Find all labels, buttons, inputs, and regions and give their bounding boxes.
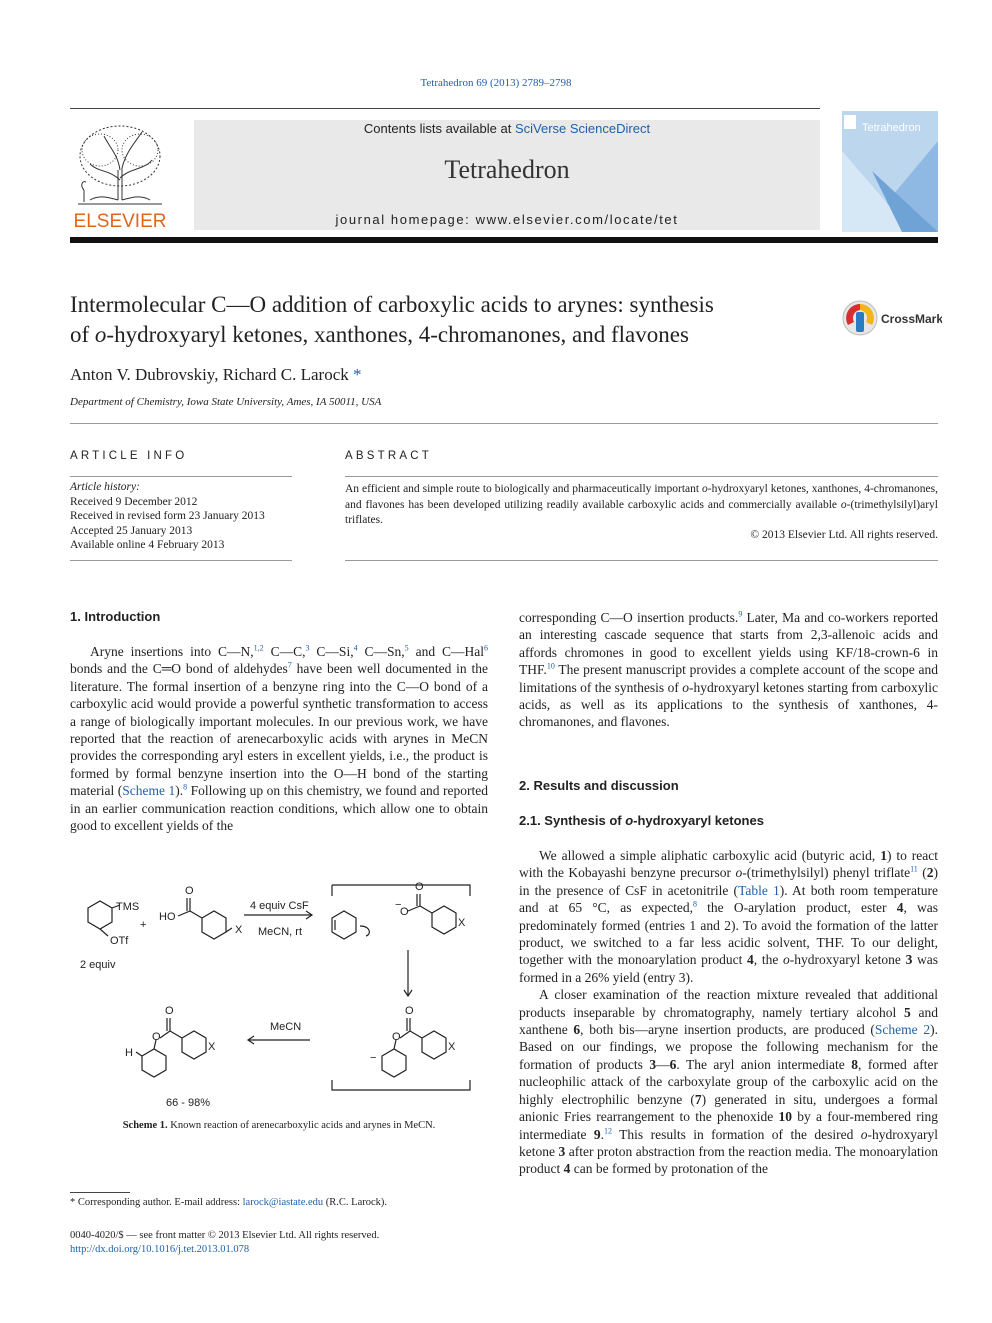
info-rule-bottom xyxy=(70,560,292,561)
journal-citation[interactable] xyxy=(0,77,992,89)
header-thick-rule xyxy=(70,237,938,243)
email-link[interactable]: larock@iastate.edu xyxy=(242,1197,324,1208)
carbonyl-o-label: O xyxy=(185,885,194,897)
intro-heading: 1. Introduction xyxy=(70,609,161,624)
journal-cover xyxy=(842,111,938,232)
x-label-3: X xyxy=(448,1041,456,1053)
intro-continued: corresponding C—O insertion products.$^9$ Later, Ma and co-workers reported an interesting cascade sequence that starts from 2,3-allenoic acids and affords chromones in good to excellent yields using KF/18-crown-6 in THF.$^{10}$ The present manuscript provides a complete account of the scope and limitations of the synthesis of o-hydroxyaryl ketones starting from carboxylic acids, as well as its applications to the synthesis of xanthones, 4-chromanones, and flavones. xyxy=(519,609,939,730)
contents-line: Contents lists available at SciVerse ScienceDirect xyxy=(363,121,651,136)
crossmark-badge[interactable] xyxy=(842,300,942,336)
carboxylate-o2-label: O xyxy=(400,906,409,918)
journal-homepage[interactable]: journal homepage: www.elsevier.com/locate/tet xyxy=(335,212,679,227)
intro-paragraph: Aryne insertions into C—N,$^{1,2}$ C—C,$^3$ C—Si,$^4$ C—Sn,$^5$ and C—Hal$^6$ bonds and the C═O bond of aldehydes$^7$ have been well documented in the literature. The formal insertion of a benzyne ring into the C—O bond of a carboxylic acid would provide a powerful synthetic transformation to access a range of biologically important molecules. In our previous work, we have reported that the reaction of arenecarboxylic acids with arynes in MeCN provides the corresponding aryl esters in excellent yields, i.e., the product is formed by formal benzyne insertion into the O—H bond of the starting material (Scheme 1).$^8$ Following up on this chemistry, we found and reported in an earlier communication reaction conditions, which allow one to obtain good to excellent yields of the xyxy=(70,643,489,834)
author-list: Anton V. Dubrovskiy, Richard C. Larock * xyxy=(70,365,362,384)
crossmark-label: CrossMark xyxy=(881,312,942,326)
equiv-label: 2 equiv xyxy=(80,959,116,971)
journal-name: Tetrahedron xyxy=(444,155,570,184)
issn-block xyxy=(70,1229,379,1257)
corresponding-mark[interactable]: * xyxy=(353,365,362,384)
history-received: Received 9 December 2012 xyxy=(70,495,198,508)
subsection-heading: 2.1. Synthesis of o-hydroxyaryl ketones xyxy=(519,813,764,828)
header-rule xyxy=(70,108,820,109)
h-label: H xyxy=(125,1047,133,1059)
tms-label: TMS xyxy=(116,901,140,913)
carboxylate-minus: − xyxy=(395,899,402,911)
article-info-heading: ARTICLE INFO xyxy=(70,450,188,462)
anion-minus: − xyxy=(370,1052,377,1064)
corresponding-footnote: * Corresponding author. E-mail address: larock@iastate.edu (R.C. Larock). xyxy=(70,1197,388,1208)
history-online: Available online 4 February 2013 xyxy=(70,539,225,551)
article-title: Intermolecular C—O addition of carboxylic acids to arynes: synthesis of o-hydroxyaryl ketones, xanthones, 4-chromanones, and flavones xyxy=(70,292,714,347)
intermediate-o-label: O xyxy=(405,1005,414,1017)
history-revised: Received in revised form 23 January 2013 xyxy=(70,510,265,522)
info-rule xyxy=(70,476,292,477)
table1-link[interactable]: Table 1 xyxy=(738,882,780,898)
results-heading: 2. Results and discussion xyxy=(519,778,679,793)
carboxylate-o-label: O xyxy=(415,881,424,893)
section-rule xyxy=(70,423,938,424)
ho-label: HO xyxy=(159,911,176,923)
history-accepted: Accepted 25 January 2013 xyxy=(70,524,193,537)
abstract-rule xyxy=(345,476,938,477)
scheme-caption: Scheme 1. Known reaction of arenecarboxylic acids and arynes in MeCN. xyxy=(122,1120,436,1131)
abstract-heading: ABSTRACT xyxy=(345,450,432,462)
citation-link[interactable]: Tetrahedron 69 (2013) 2789–2798 xyxy=(420,77,572,89)
intermediate-o2-label: O xyxy=(392,1031,401,1043)
yield-label: 66 - 98% xyxy=(166,1097,211,1109)
publisher-wordmark: ELSEVIER xyxy=(73,211,167,232)
abstract-text: An efficient and simple route to biologically and pharmaceutically important o-hydroxyaryl ketones, xanthones, 4-chromanones, and flavones has been developed utilizing readily available carboxylic acids and commercially available o-(trimethylsilyl)aryl triflates. xyxy=(345,483,938,526)
doi-link[interactable]: http://dx.doi.org/10.1016/j.tet.2013.01.078 xyxy=(70,1244,250,1255)
scheme1-link[interactable]: Scheme 1 xyxy=(122,783,176,799)
affiliation: Department of Chemistry, Iowa State University, Ames, IA 50011, USA xyxy=(70,396,382,408)
history-label: Article history: xyxy=(70,481,140,493)
abstract-rule-bottom xyxy=(345,560,938,561)
x-label-2: X xyxy=(458,917,466,929)
otf-label: OTf xyxy=(110,935,129,947)
reagent-label: 4 equiv CsF xyxy=(250,900,309,912)
scheme-1 xyxy=(70,878,488,1113)
article-history xyxy=(70,480,265,553)
results-paragraph-1: We allowed a simple aliphatic carboxylic acid (butyric acid, 1) to react with the Kobayashi benzyne precursor o-(trimethylsilyl) phenyl triflate$^{11}$ (2) in the presence of CsF in acetonitrile (Table 1). At both room temperature and at 65 °C, as expected,$^8$ the O-arylation product, ester 4, was predominately formed (entries 1 and 2). To avoid the formation of the latter product, we switched to a far less acidic solvent, THF. To our delight, together with the monoarylation product 4, the o-hydroxyaryl ketone 3 was formed in a 26% yield (entry 3). xyxy=(519,848,938,985)
results-paragraphs xyxy=(519,847,938,1178)
product-o-label: O xyxy=(165,1005,174,1017)
cover-title: Tetrahedron xyxy=(862,122,921,134)
x-label-4: X xyxy=(208,1041,216,1053)
mecn-label: MeCN xyxy=(270,1021,302,1033)
sciencedirect-link[interactable]: SciVerse ScienceDirect xyxy=(514,121,651,136)
product-o2-label: O xyxy=(152,1031,161,1043)
footnote-rule xyxy=(70,1192,130,1193)
abstract-copyright: © 2013 Elsevier Ltd. All rights reserved. xyxy=(750,529,938,541)
x-label: X xyxy=(235,924,243,936)
elsevier-logo xyxy=(70,120,170,232)
plus-sign: + xyxy=(140,919,147,931)
issn-line: 0040-4020/$ — see front matter © 2013 Elsevier Ltd. All rights reserved. xyxy=(70,1230,380,1241)
results-paragraph-2: A closer examination of the reaction mixture revealed that additional products inseparable by chromatography, namely tertiary alcohol 5 and xanthene 6, both bis—aryne insertion products, are produced (Scheme 2). Based on our findings, we propose the following mechanism for the formation of products 3—6. The aryl anion intermediate 8, formed after nucleophilic attack of the carboxylate group of the carboxylic acid on the highly electrophilic benzyne (7) generated in situ, undergoes a formal anionic Fries rearrangement to the phenoxide 10 by a four-membered ring intermediate 9.12 This results in formation of the desired o-hydroxyaryl ketone 3 after proton abstraction from the reaction media. The monoarylation product 4 can be formed by protonation of the xyxy=(519,987,939,1177)
scheme2-link[interactable]: Scheme 2 xyxy=(874,1022,931,1038)
solvent-label: MeCN, rt xyxy=(258,926,302,938)
